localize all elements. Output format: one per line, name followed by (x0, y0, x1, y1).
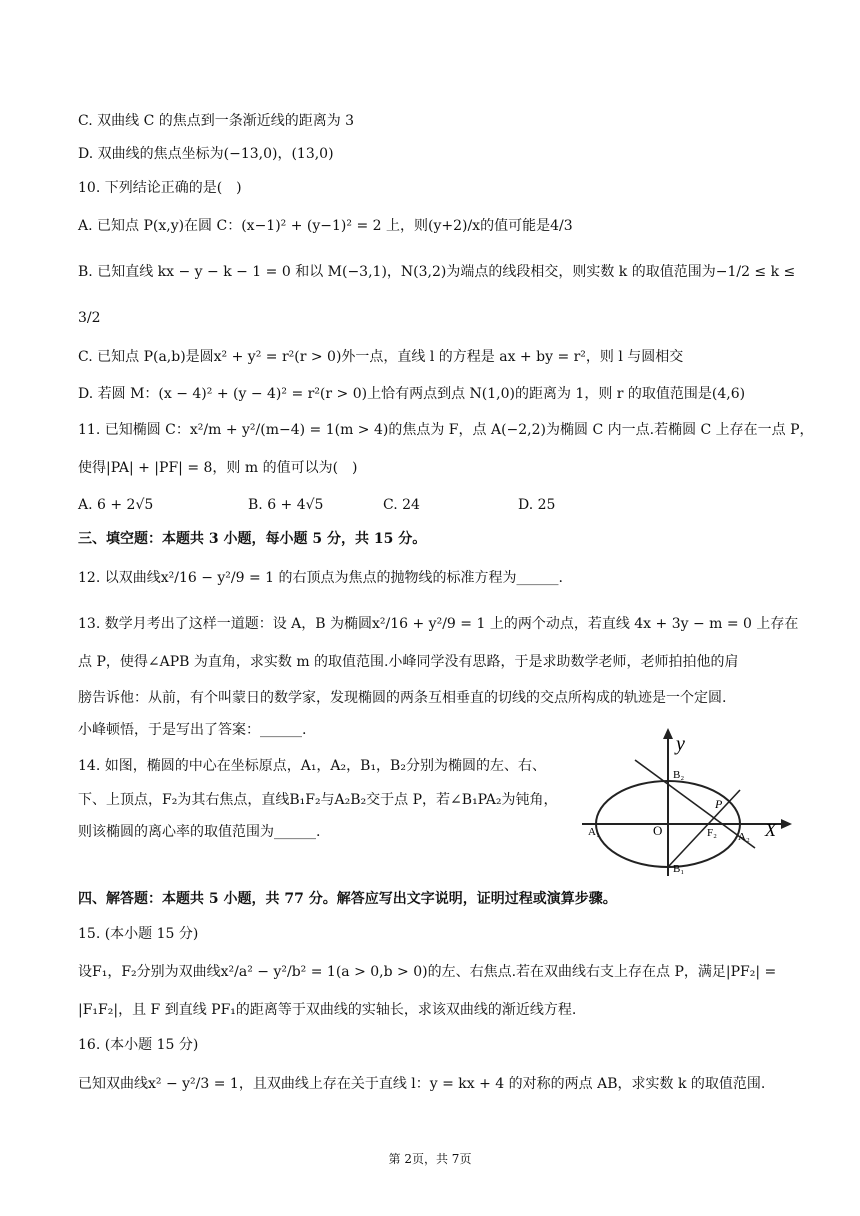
question-13-line2: 点 P，使得∠APB 为直角，求实数 m 的取值范围.小峰同学没有思路，于是求助数学老师，老师拍拍他的肩 (78, 654, 739, 670)
question-12: 12. 以双曲线x²/16 − y²/9 = 1 的右顶点为焦点的抛物线的标准方程为______. (78, 570, 563, 586)
option-b-q10: B. 已知直线 kx − y − k − 1 = 0 和以 M(−3,1)，N(3,2)为端点的线段相交，则实数 k 的取值范围为−1/2 ≤ k ≤ (78, 264, 796, 280)
origin-label: O (653, 823, 663, 838)
ellipse-figure (580, 728, 795, 878)
question-15-heading: 15. (本小题 15 分) (78, 926, 199, 942)
y-label: y (676, 733, 685, 755)
section-4-heading: 四、解答题：本题共 5 小题，共 77 分。解答应写出文字说明，证明过程或演算步骤。 (78, 891, 617, 907)
option-d-q10: D. 若圆 M：(x − 4)² + (y − 4)² = r²(r > 0)上恰有两点到点 N(1,0)的距离为 1，则 r 的取值范围是(4,6) (78, 386, 746, 402)
question-16-heading: 16. (本小题 15 分) (78, 1037, 199, 1053)
b2-label: B₂ (673, 769, 685, 781)
question-13-line4: 小峰顿悟，于是写出了答案：______. (78, 722, 307, 738)
section-3-heading: 三、填空题：本题共 3 小题，每小题 5 分，共 15 分。 (78, 531, 427, 547)
option-d-q11: D. 25 (518, 497, 556, 513)
a2-label: A₂ (738, 831, 750, 843)
question-11: 11. 已知椭圆 C：x²/m + y²/(m−4) = 1(m > 4)的焦点为 F，点 A(−2,2)为椭圆 C 内一点.若椭圆 C 上存在一点 P， (78, 422, 814, 438)
question-13-line1: 13. 数学月考出了这样一道题：设 A，B 为椭圆x²/16 + y²/9 = 1 上的两个动点，若直线 4x + 3y − m = 0 上存在 (78, 616, 799, 632)
option-b-q11: B. 6 + 4√5 (248, 497, 324, 513)
y-axis-arrow (663, 728, 673, 739)
option-c-q9: C. 双曲线 C 的焦点到一条渐近线的距离为 3 (78, 113, 355, 129)
p-label: P (715, 797, 723, 811)
option-a-q10: A. 已知点 P(x,y)在圆 C：(x−1)² + (y−1)² = 2 上，则(y+2)/x的值可能是4/3 (78, 218, 573, 234)
question-14-line1: 14. 如图，椭圆的中心在坐标原点，A₁，A₂，B₁，B₂分别为椭圆的左、右、 (78, 758, 546, 774)
question-10: 10. 下列结论正确的是( ) (78, 180, 242, 196)
question-13-line3: 膀告诉他：从前，有个叫蒙日的数学家，发现椭圆的两条互相垂直的切线的交点所构成的轨迹是一个定圆. (78, 690, 727, 706)
a1-label: A₁ (588, 826, 600, 838)
page-footer: 第 2页，共 7页 (388, 1152, 472, 1166)
b1-label: B₁ (673, 863, 685, 875)
x-label: X (765, 820, 776, 840)
option-c-q11: C. 24 (383, 497, 420, 513)
question-14-line3: 则该椭圆的离心率的取值范围为______. (78, 824, 321, 840)
question-15-line1: 设F₁，F₂分别为双曲线x²/a² − y²/b² = 1(a > 0,b > 0)的左、右焦点.若在双曲线右支上存在点 P，满足|PF₂| = (78, 964, 777, 980)
question-15-line2: |F₁F₂|，且 F 到直线 PF₁的距离等于双曲线的实轴长，求该双曲线的渐近线方程. (78, 1002, 577, 1018)
f2-label: F₂ (707, 827, 717, 839)
question-11-cont: 使得|PA| + |PF| = 8，则 m 的值可以为( ) (78, 460, 358, 476)
x-axis-arrow (781, 819, 792, 829)
option-c-q10: C. 已知点 P(a,b)是圆x² + y² = r²(r > 0)外一点，直线 l 的方程是 ax + by = r²，则 l 与圆相交 (78, 349, 684, 365)
question-14-line2: 下、上顶点，F₂为其右焦点，直线B₁F₂与A₂B₂交于点 P，若∠B₁PA₂为钝角， (78, 792, 558, 808)
question-16-line1: 已知双曲线x² − y²/3 = 1，且双曲线上存在关于直线 l：y = kx + 4 的对称的两点 AB，求实数 k 的取值范围. (78, 1076, 766, 1092)
option-d-q9: D. 双曲线的焦点坐标为(−13,0)，(13,0) (78, 146, 334, 162)
option-b-q10-cont: 3/2 (78, 310, 101, 326)
option-a-q11: A. 6 + 2√5 (78, 497, 154, 513)
